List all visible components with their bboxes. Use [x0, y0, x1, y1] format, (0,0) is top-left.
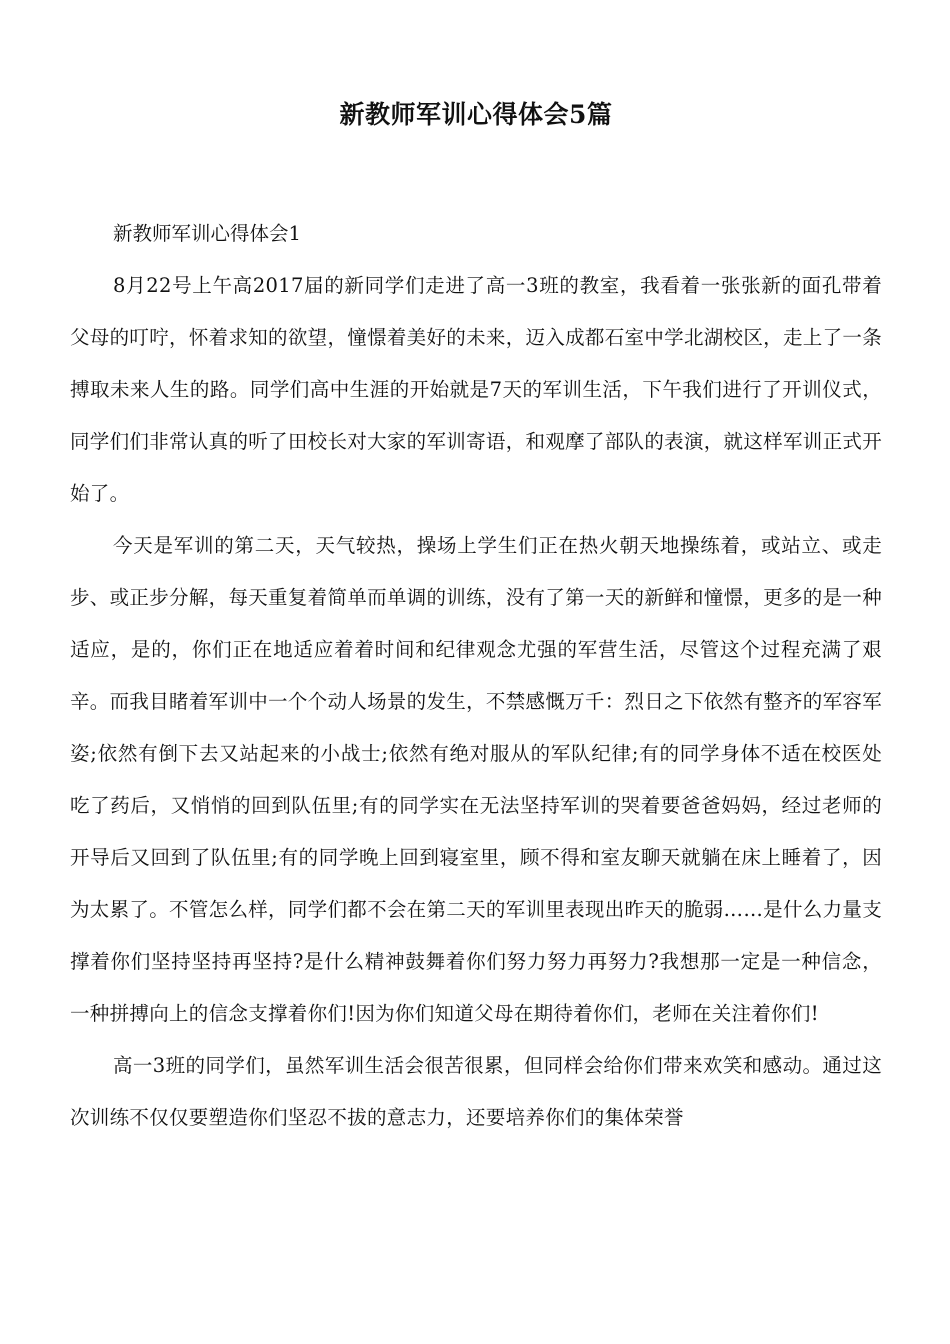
section-heading: 新教师军训心得体会1: [113, 222, 301, 245]
paragraph-1: 8月22号上午高2017届的新同学们走进了高一3班的教室，我看着一张张新的面孔带着父母的叮咛，怀着求知的欲望，憧憬着美好的未来，迈入成都石室中学北湖校区，走上了一条搏取未来人生的路。同学们高中生涯的开始就是7天的军训生活，下午我们进行了开训仪式，同学们们非常认真的听了田校长对大家的军训寄语，和观摩了部队的表演，就这样军训正式开始了。: [70, 274, 882, 505]
document-title: 新教师军训心得体会5篇: [339, 100, 613, 129]
paragraph-2: 今天是军训的第二天，天气较热，操场上学生们正在热火朝天地操练着，或站立、或走步、或正步分解，每天重复着简单而单调的训练，没有了第一天的新鲜和憧憬，更多的是一种适应，是的，你们正在地适应着着时间和纪律观念尤强的军营生活，尽管这个过程充满了艰辛。而我目睹着军训中一个个动人场景的发生，不禁感慨万千：烈日之下依然有整齐的军容军姿;依然有倒下去又站起来的小战士;依然有绝对服从的军队纪律;有的同学身体不适在校医处吃了药后，又悄悄的回到队伍里;有的同学实在无法坚持军训的哭着要爸爸妈妈，经过老师的开导后又回到了队伍里;有的同学晚上回到寝室里，顾不得和室友聊天就躺在床上睡着了，因为太累了。不管怎么样，同学们都不会在第二天的军训里表现出昨天的脆弱……是什么力量支撑着你们坚持坚持再坚持?是什么精神鼓舞着你们努力努力再努力?我想那一定是一种信念，一种拼搏向上的信念支撑着你们!因为你们知道父母在期待着你们，老师在关注着你们!: [70, 534, 882, 1025]
paragraph-3: 高一3班的同学们，虽然军训生活会很苦很累，但同样会给你们带来欢笑和感动。通过这次训练不仅仅要塑造你们坚忍不拔的意志力，还要培养你们的集体荣誉: [70, 1054, 882, 1129]
